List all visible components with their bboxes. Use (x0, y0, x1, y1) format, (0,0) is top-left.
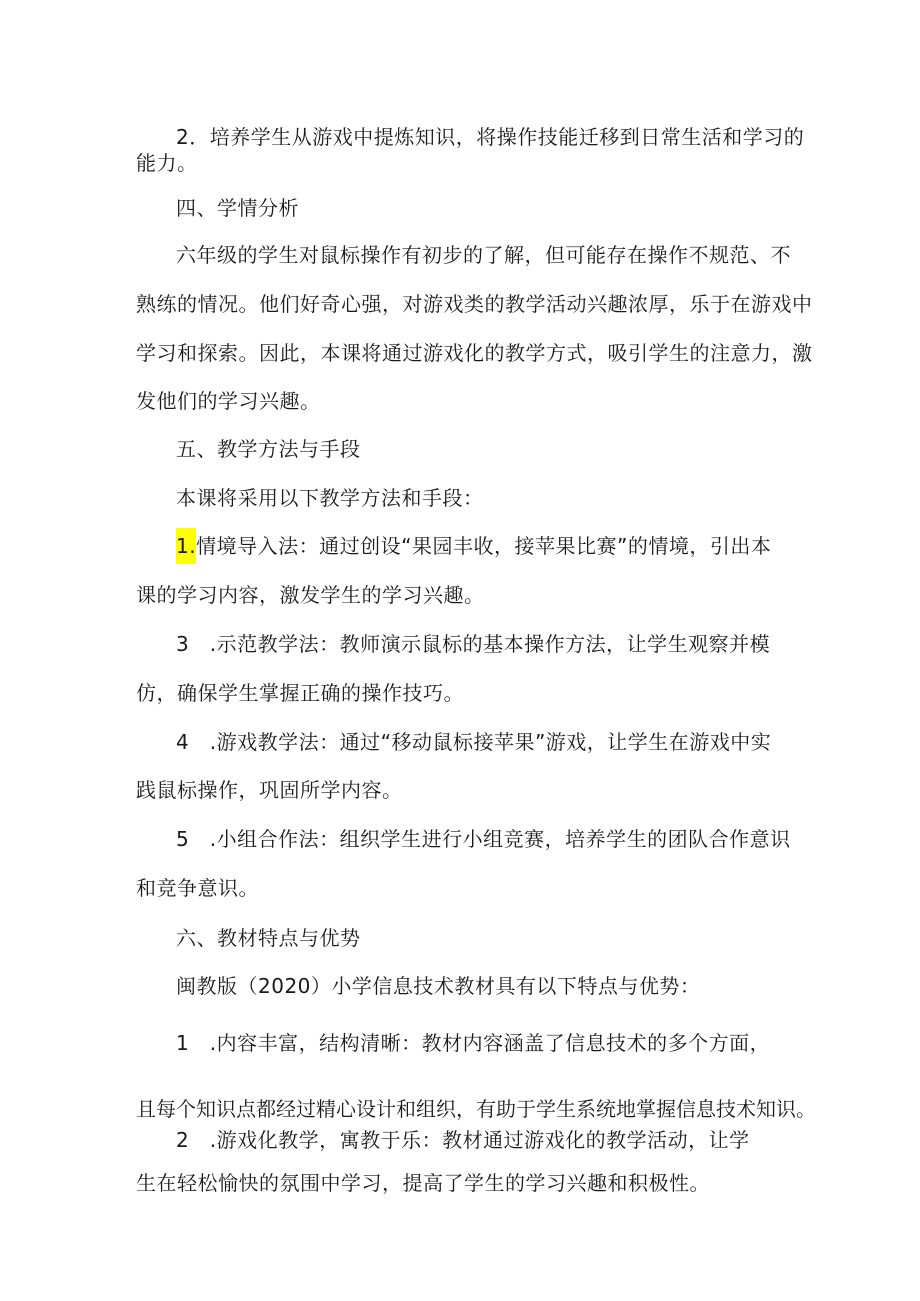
paragraph-line: 生在轻松愉快的氛围中学习，提高了学生的学习兴趣和积极性。 (136, 1171, 710, 1195)
list-item-line: 3 .示范教学法：教师演示鼠标的基本操作方法，让学生观察并模 (176, 632, 771, 656)
paragraph-line: 践鼠标操作，巩固所学内容。 (136, 778, 403, 802)
highlighted-number: 1. (176, 528, 196, 564)
section-heading: 四、学情分析 (176, 196, 299, 220)
section-heading: 六、教材特点与优势 (176, 926, 361, 950)
list-item-line (176, 533, 771, 559)
paragraph-line: 2．培养学生从游戏中提炼知识，将操作技能迁移到日常生活和学习的 (176, 125, 805, 149)
list-item-text: 情境导入法：通过创设“果园丰收，接苹果比赛”的情境，引出本 (196, 534, 772, 558)
paragraph-line: 且每个知识点都经过精心设计和组织，有助于学生系统地掌握信息技术知识。 (136, 1097, 816, 1121)
paragraph-line: 课的学习内容，激发学生的学习兴趣。 (136, 583, 485, 607)
section-heading: 五、教学方法与手段 (176, 437, 361, 461)
list-item-line: 1 .内容丰富，结构清晰：教材内容涵盖了信息技术的多个方面， (176, 1031, 771, 1055)
list-item-line: 5 .小组合作法：组织学生进行小组竞赛，培养学生的团队合作意识 (176, 827, 791, 851)
paragraph-line: 发他们的学习兴趣。 (136, 389, 321, 413)
paragraph-line: 闽教版（2020）小学信息技术教材具有以下特点与优势： (176, 974, 701, 998)
paragraph-line: 和竞争意识。 (136, 876, 259, 900)
list-item-line: 2 .游戏化教学，寓教于乐：教材通过游戏化的教学活动，让学 (176, 1128, 750, 1152)
paragraph-line: 六年级的学生对鼠标操作有初步的了解，但可能存在操作不规范、不 (176, 243, 791, 267)
paragraph-line: 学习和探索。因此，本课将通过游戏化的教学方式，吸引学生的注意力，激 (136, 341, 813, 365)
list-item-line: 4 .游戏教学法：通过“移动鼠标接苹果”游戏，让学生在游戏中实 (176, 730, 772, 754)
paragraph-line: 能力。 (136, 151, 198, 175)
paragraph-line: 熟练的情况。他们好奇心强，对游戏类的教学活动兴趣浓厚，乐于在游戏中 (136, 292, 813, 316)
paragraph-line: 本课将采用以下教学方法和手段： (176, 486, 484, 510)
paragraph-line: 仿，确保学生掌握正确的操作技巧。 (136, 681, 464, 705)
